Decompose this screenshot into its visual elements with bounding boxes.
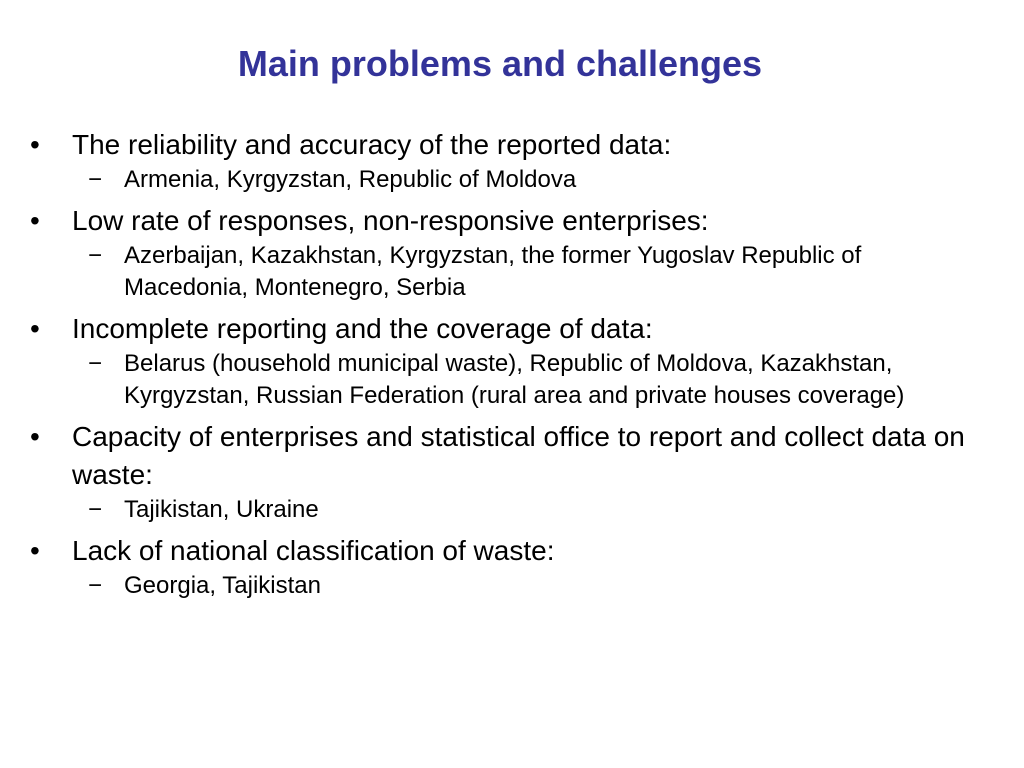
bullet-icon: • [30,129,40,160]
bullet-text: Capacity of enterprises and statistical office to report and collect data on waste: [72,421,965,490]
dash-icon: − [88,496,103,523]
bullet-item [30,418,990,526]
sub-bullet-text: Armenia, Kyrgyzstan, Republic of Moldova [124,166,577,193]
sub-bullet-text: Azerbaijan, Kazakhstan, Kyrgyzstan, the former Yugoslav Republic of Macedonia, Montenegro, Serbia [124,242,862,301]
bullet-icon: • [30,313,40,344]
bullet-list [30,126,990,608]
bullet-line [30,126,990,164]
bullet-line [30,310,990,348]
bullet-icon: • [30,421,40,452]
bullet-text: Low rate of responses, non-responsive enterprises: [72,205,709,236]
bullet-item [30,310,990,412]
bullet-text: Incomplete reporting and the coverage of data: [72,313,653,344]
bullet-text: The reliability and accuracy of the reported data: [72,129,672,160]
bullet-icon: • [30,205,40,236]
slide-title: Main problems and challenges [237,43,763,84]
dash-icon: − [88,350,103,377]
sub-bullet-line [30,240,990,304]
dash-icon: − [88,242,103,269]
sub-bullet-line [30,164,990,196]
bullet-line [30,532,990,570]
bullet-line [30,202,990,240]
bullet-line [30,418,990,494]
bullet-icon: • [30,535,40,566]
bullet-text: Lack of national classification of waste: [72,535,555,566]
dash-icon: − [88,166,103,193]
bullet-item [30,126,990,196]
sub-bullet-text: Belarus (household municipal waste), Republic of Moldova, Kazakhstan, Kyrgyzstan, Russian Federation (rural area and private houses coverage) [124,350,905,409]
sub-bullet-line [30,494,990,526]
sub-bullet-line [30,348,990,412]
bullet-item [30,532,990,602]
sub-bullet-text: Tajikistan, Ukraine [124,496,319,523]
bullet-item [30,202,990,304]
sub-bullet-line [30,570,990,602]
dash-icon: − [88,572,103,599]
sub-bullet-text: Georgia, Tajikistan [124,572,321,599]
